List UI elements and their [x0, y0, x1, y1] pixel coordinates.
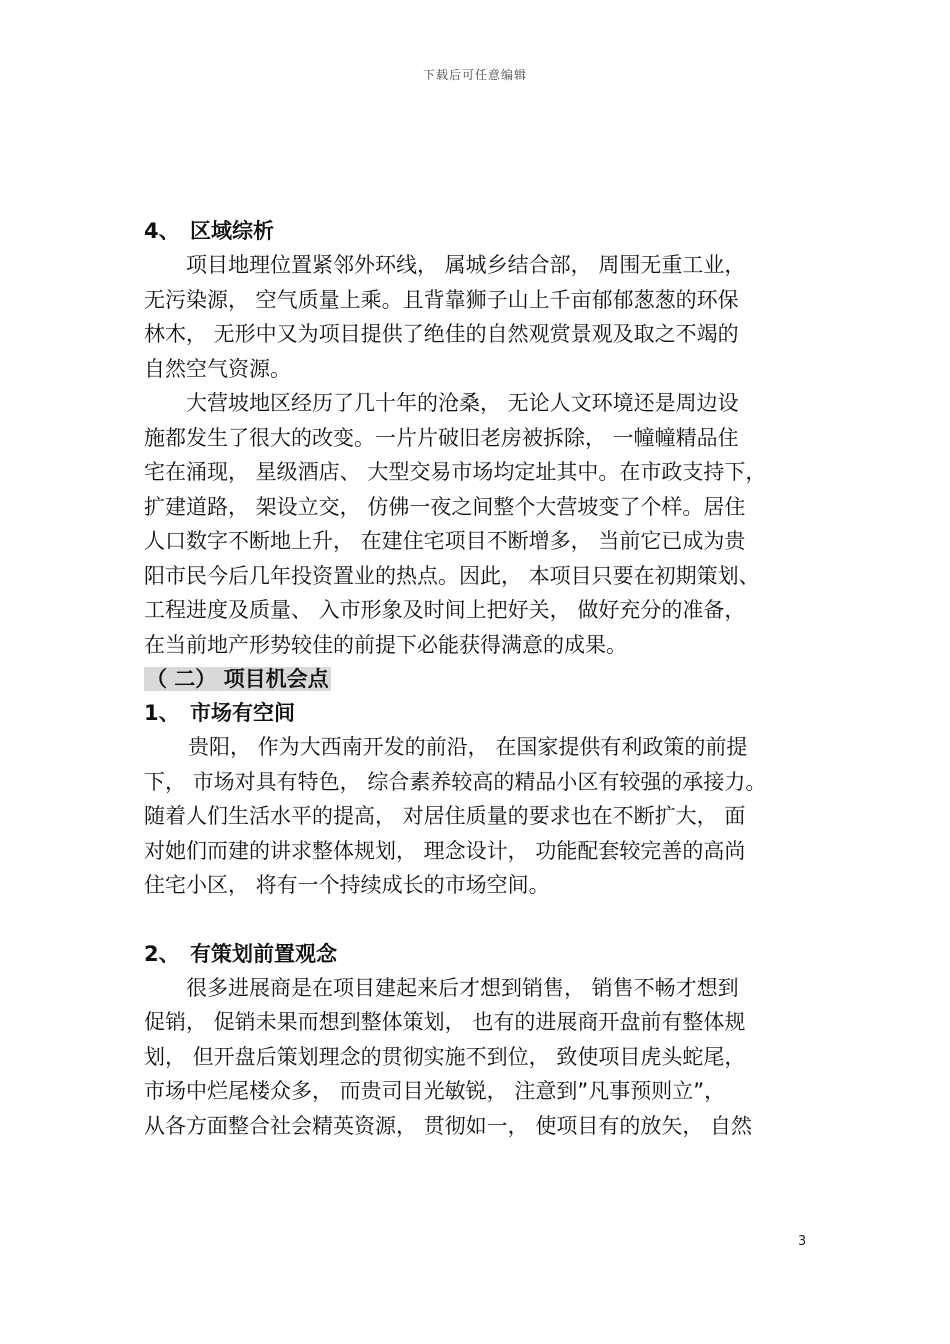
text-line: 自然空气资源。 — [144, 356, 291, 381]
text-line: 项目地理位置紧邻外环线， 属城乡结合部， 周围无重工业， — [186, 253, 746, 277]
text-line: 施都发生了很大的改变。一片片破旧老房被拆除， 一幢幢精品住 — [144, 425, 739, 450]
item-heading-2 — [144, 937, 824, 971]
text-line: 大营坡地区经历了几十年的沧桑， 无论人文环境还是周边设 — [186, 391, 739, 415]
text-line: 从各方面整合社会精英资源， 贯彻如一， 使项目有的放矢， 自然 — [144, 1113, 753, 1138]
paragraph-location — [144, 248, 824, 386]
heading-text: 有策划前置观念 — [190, 941, 337, 966]
heading-number: 1、 — [144, 701, 180, 725]
text-line: 阳市民今后几年投资置业的热点。因此， 本项目只要在初期策划、 — [144, 563, 760, 588]
text-line: 无污染源， 空气质量上乘。且背靠狮子山上千亩郁郁葱葱的环保 — [144, 287, 739, 312]
paragraph-planning — [144, 971, 824, 1144]
text-line: 下， 市场对具有特色， 综合素养较高的精品小区有较强的承接力。 — [144, 769, 767, 794]
text-line: 对她们而建的讲求整体规划， 理念设计， 功能配套较完善的高尚 — [144, 838, 746, 863]
text-line: 划， 但开盘后策划理念的贯彻实施不到位， 致使项目虎头蛇尾， — [144, 1044, 746, 1069]
text-line: 工程进度及质量、 入市形象及时间上把好关， 做好充分的准备， — [144, 598, 746, 622]
part-heading-opportunities — [144, 662, 824, 696]
text-line: 住宅小区， 将有一个持续成长的市场空间。 — [144, 873, 550, 897]
paragraph-area-change — [144, 386, 824, 662]
text-line: 扩建道路， 架设立交， 仿佛一夜之间整个大营坡变了个样。居住 — [144, 494, 746, 519]
heading-text: 区域综析 — [190, 219, 274, 243]
highlighted-heading-text: （ 二） 项目机会点 — [146, 667, 329, 691]
text-line: 在当前地产形势较佳的前提下必能获得满意的成果。 — [144, 632, 627, 657]
text-line: 市场中烂尾楼众多， 而贵司目光敏锐， 注意到”凡事预则立”， — [144, 1079, 726, 1103]
text-line: 促销， 促销未果而想到整体策划， 也有的进展商开盘前有整体规 — [144, 1010, 746, 1034]
item-heading-1 — [144, 696, 824, 730]
text-line: 人口数字不断地上升， 在建住宅项目不断增多， 当前它已成为贵 — [144, 529, 746, 553]
page-number: 3 — [798, 1234, 807, 1249]
paragraph-market-space — [144, 730, 824, 903]
text-line: 宅在涌现， 星级酒店、 大型交易市场均定址其中。在市政支持下， — [144, 460, 767, 484]
text-line: 林木， 无形中又为项目提供了绝佳的自然观赏景观及取之不竭的 — [144, 322, 739, 346]
text-line: 很多进展商是在项目建起来后才想到销售， 销售不畅才想到 — [186, 975, 739, 1000]
blank-line — [144, 903, 824, 937]
heading-text: 市场有空间 — [190, 701, 295, 725]
heading-number: 2、 — [144, 941, 180, 966]
page-content — [144, 214, 824, 1143]
page-header: 下载后可任意编辑 — [422, 68, 527, 82]
heading-number: 4、 — [144, 219, 180, 243]
text-line: 贵阳， 作为大西南开发的前沿， 在国家提供有利政策的前提 — [188, 735, 748, 759]
text-line: 随着人们生活水平的提高， 对居住质量的要求也在不断扩大， 面 — [144, 804, 746, 828]
section-heading-4 — [144, 214, 824, 248]
